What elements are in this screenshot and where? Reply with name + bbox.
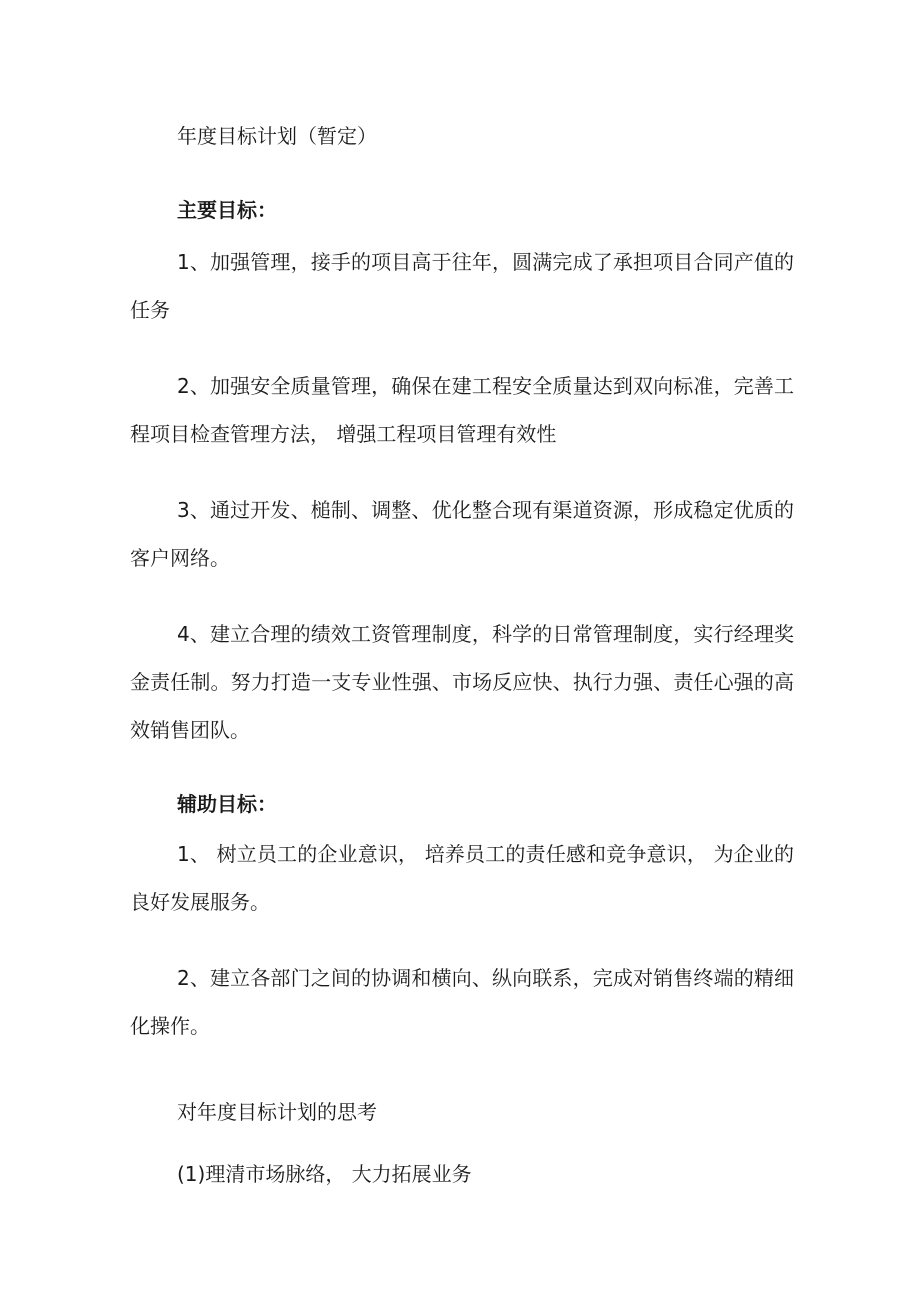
- aux-goal-item-1: 1、 树立员工的企业意识， 培养员工的责任感和竞争意识， 为企业的良好发展服务。: [130, 842, 794, 914]
- main-goal-item-4: 4、建立合理的绩效工资管理制度，科学的日常管理制度，实行经理奖金责任制。努力打造一支专业性强、市场反应快、执行力强、责任心强的高效销售团队。: [130, 622, 794, 742]
- main-goal-item-1: 1、加强管理，接手的项目高于往年，圆满完成了承担项目合同产值的任务: [130, 250, 794, 322]
- aux-goals-heading: 辅助目标：: [177, 792, 277, 816]
- document-title: 年度目标计划（暂定）: [177, 124, 377, 148]
- reflection-item-1: (1)理清市场脉络， 大力拓展业务: [177, 1162, 472, 1186]
- main-goal-item-3: 3、通过开发、槌制、调整、优化整合现有渠道资源，形成稳定优质的客户网络。: [130, 498, 794, 570]
- aux-goal-item-2: 2、建立各部门之间的协调和横向、纵向联系，完成对销售终端的精细化操作。: [130, 966, 794, 1038]
- main-goal-item-2: 2、加强安全质量管理，确保在建工程安全质量达到双向标准，完善工程项目检查管理方法， 增强工程项目管理有效性: [130, 374, 794, 446]
- reflection-heading: 对年度目标计划的思考: [177, 1100, 377, 1124]
- main-goals-heading: 主要目标：: [177, 198, 277, 222]
